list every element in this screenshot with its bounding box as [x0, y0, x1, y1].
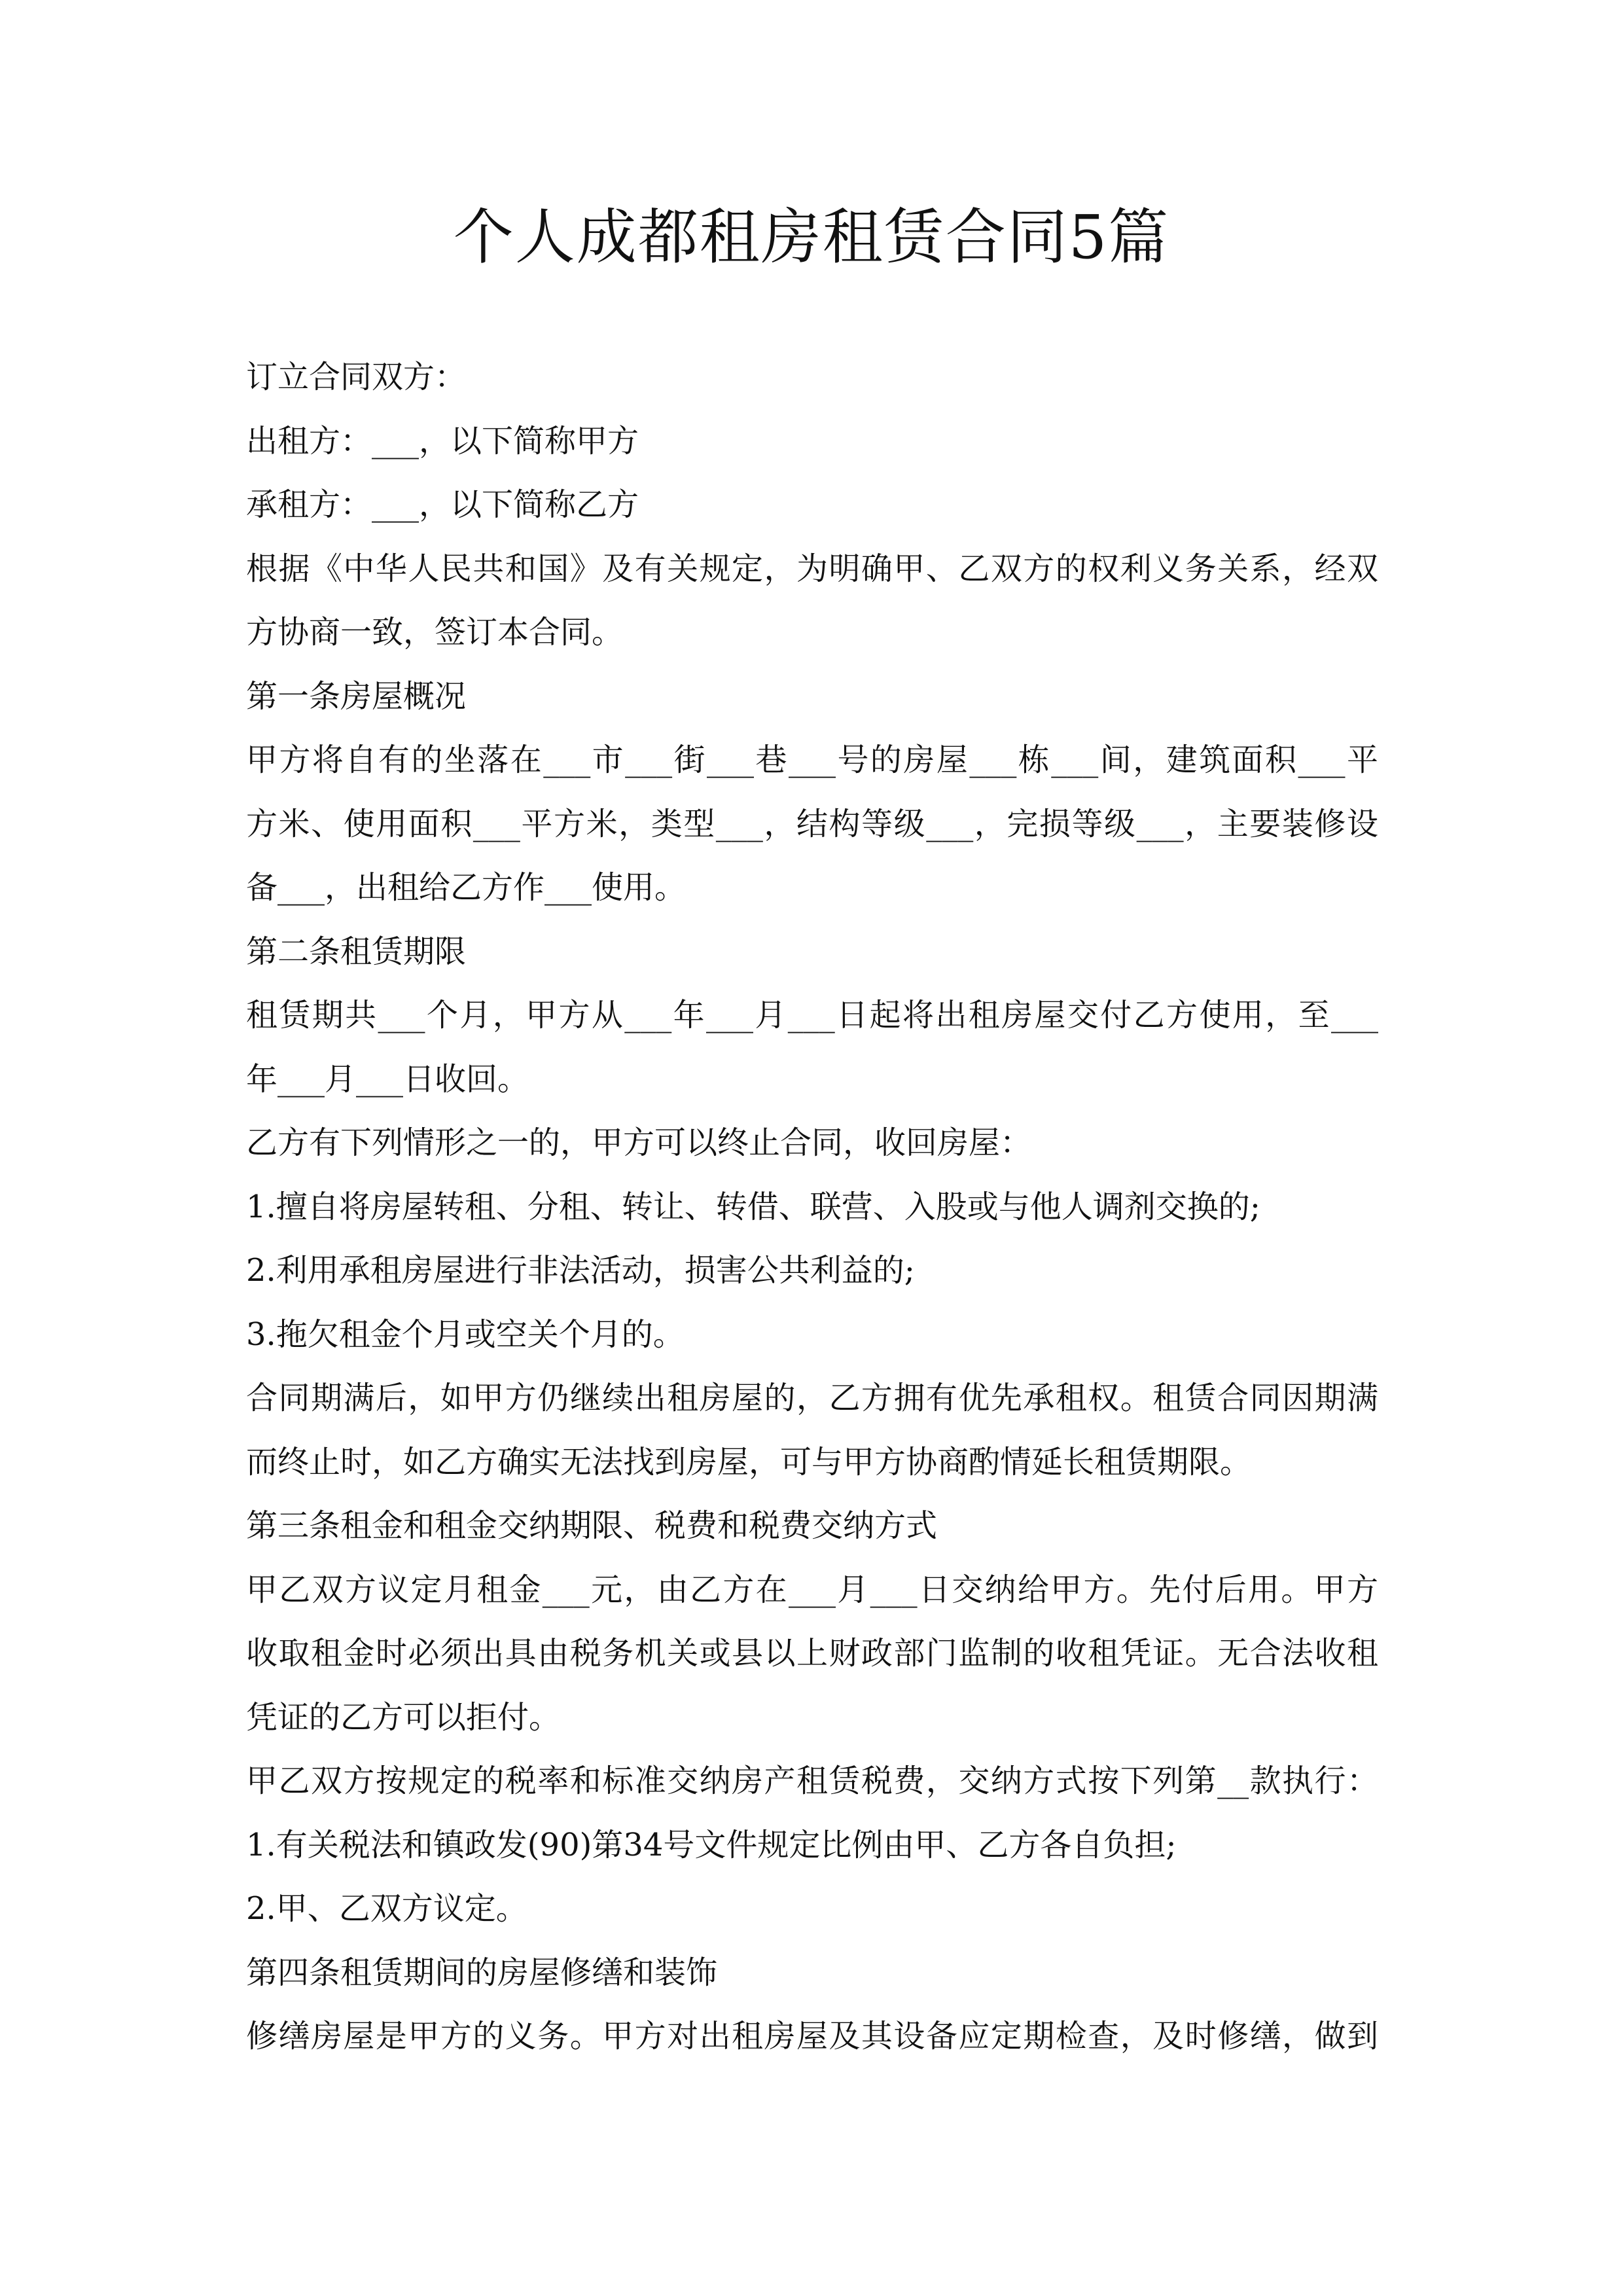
document-body	[246, 346, 1378, 2069]
text-line: 乙方有下列情形之一的，甲方可以终止合同，收回房屋：	[246, 1124, 1032, 1161]
list-item: 2.利用承租房屋进行非法活动，损害公共利益的;	[246, 1252, 915, 1289]
section-heading: 第一条房屋概况	[246, 677, 467, 715]
text-line: 方协商一致，签订本合同。	[246, 614, 624, 651]
text-line: 合同期满后，如甲方仍继续出租房屋的，乙方拥有优先承租权。租赁合同因期满	[246, 1380, 1378, 1416]
text-line: 甲乙双方按规定的税率和标准交纳房产租赁税费，交纳方式按下列第__款执行：	[246, 1763, 1378, 1799]
text-line: 订立合同双方：	[246, 359, 467, 395]
section-heading: 第三条租金和租金交纳期限、税费和税费交纳方式	[246, 1507, 938, 1544]
text-line: 年___月___日收回。	[246, 1060, 529, 1098]
document-title: 个人成都租房租赁合同5篇	[453, 202, 1170, 272]
text-line: 方米、使用面积___平方米，类型___，结构等级___，完损等级___，主要装修设	[246, 805, 1378, 842]
text-line: 凭证的乙方可以拒付。	[246, 1698, 561, 1736]
text-line: 而终止时，如乙方确实无法找到房屋，可与甲方协商酌情延长租赁期限。	[246, 1443, 1252, 1480]
text-line: 出租方：___，以下简称甲方	[246, 422, 639, 459]
text-line: 承租方：___，以下简称乙方	[246, 486, 639, 523]
list-item: 3.拖欠租金个月或空关个月的。	[246, 1316, 685, 1353]
list-item: 1.擅自将房屋转租、分租、转让、转借、联营、入股或与他人调剂交换的;	[246, 1188, 1260, 1225]
section-heading: 第二条租赁期限	[246, 933, 467, 970]
text-line: 修缮房屋是甲方的义务。甲方对出租房屋及其设备应定期检查，及时修缮，做到	[246, 2018, 1378, 2054]
list-item: 2.甲、乙双方议定。	[246, 1890, 527, 1927]
list-item: 1.有关税法和镇政发(90)第34号文件规定比例由甲、乙方各自负担;	[246, 1826, 1177, 1863]
text-line: 收取租金时必须出具由税务机关或县以上财政部门监制的收租凭证。无合法收租	[246, 1635, 1378, 1672]
text-line: 根据《中华人民共和国》及有关规定，为明确甲、乙双方的权利义务关系，经双	[246, 550, 1378, 587]
section-heading: 第四条租赁期间的房屋修缮和装饰	[246, 1954, 718, 1991]
text-line: 备___，出租给乙方作___使用。	[246, 869, 687, 906]
text-line: 甲乙双方议定月租金___元，由乙方在___月___日交纳给甲方。先付后用。甲方	[246, 1571, 1378, 1608]
text-line: 租赁期共___个月，甲方从___年___月___日起将出租房屋交付乙方使用，至___	[246, 997, 1378, 1033]
text-line: 甲方将自有的坐落在___市___街___巷___号的房屋___栋___间，建筑面积___平	[246, 742, 1378, 778]
